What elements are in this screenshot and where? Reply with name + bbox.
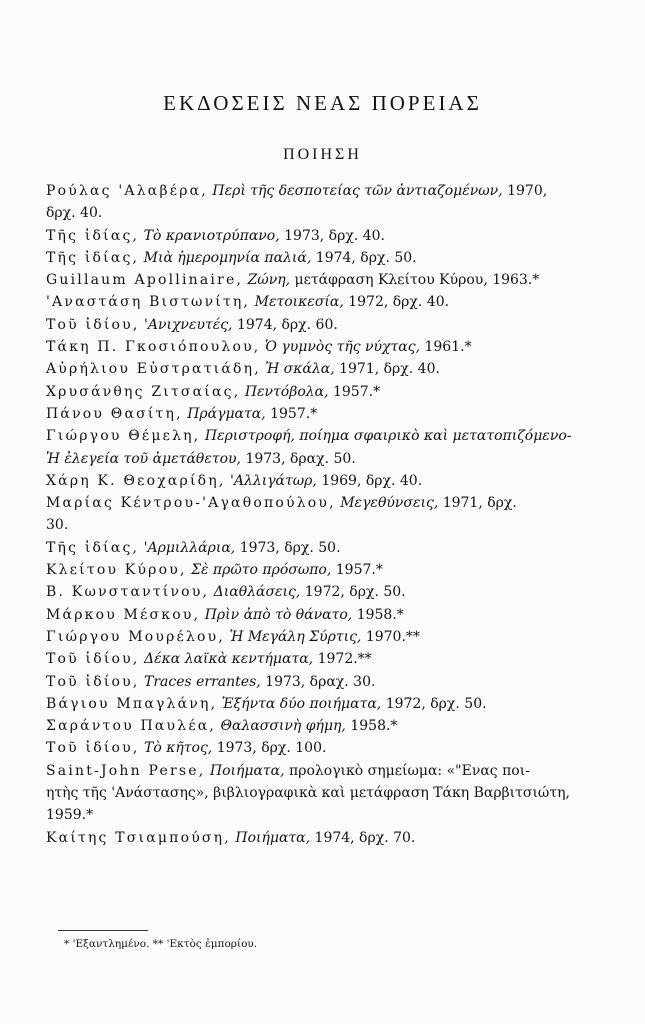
entry-work: Ποιήματα, xyxy=(209,762,285,779)
entry-rest: 30. xyxy=(46,517,69,534)
list-item xyxy=(46,648,620,670)
entry-rest: 1973, δρχ. 100. xyxy=(216,740,327,757)
list-item xyxy=(46,225,620,247)
entry-author: Ρούλας 'Αλαβέρα, xyxy=(46,183,208,199)
list-item xyxy=(46,336,620,358)
list-item xyxy=(46,514,620,536)
list-item xyxy=(46,537,620,559)
entry-author: Τοῦ ἰδίου, xyxy=(46,316,140,333)
entry-work: Σὲ πρῶτο πρόσωπο, xyxy=(191,562,332,579)
list-item xyxy=(46,291,620,313)
entry-rest: μετάφραση Κλείτου Κύρου, 1963.* xyxy=(294,272,540,289)
entry-rest: 1972, δρχ. 40. xyxy=(348,294,450,311)
section-title: ΠΟΙΗΣΗ xyxy=(283,146,362,163)
footnote-rule xyxy=(58,930,148,931)
page-title: ΕΚΔΟΣΕΙΣ ΝΕΑΣ ΠΟΡΕΙΑΣ xyxy=(163,91,482,115)
entry-work: Ὁ γυμνὸς τῆς νύχτας, xyxy=(264,339,421,356)
list-item xyxy=(46,202,620,224)
list-item xyxy=(46,671,620,693)
list-item xyxy=(46,804,620,826)
entry-author: Saint-John Perse, xyxy=(46,762,206,779)
entry-author: Μάρκου Μέσκου, xyxy=(46,606,201,623)
list-item xyxy=(46,314,620,336)
entry-work: 'Αρμιλλάρια, xyxy=(143,539,236,556)
entry-author: Μαρίας Κέντρου-'Αγαθοπούλου, xyxy=(46,495,336,512)
entry-rest: 1958.* xyxy=(350,718,398,735)
entry-work: Περὶ τῆς δεσποτείας τῶν ἀντιαζομένων, xyxy=(212,183,503,199)
list-item xyxy=(46,737,620,759)
poetry-list xyxy=(46,180,620,849)
entry-rest: προλογικὸ σημείωμα: «"Ενας ποι- xyxy=(289,762,530,779)
list-item xyxy=(46,403,620,425)
entry-author: Βάγιου Μπαγλάνη, xyxy=(46,695,218,712)
entry-rest: ητὴς τῆς 'Ανάστασης», βιβλιογραφικὰ καὶ μετάφραση Τάκη Βαρβιτσιώτη, xyxy=(46,785,570,802)
entry-rest: 1957.* xyxy=(332,383,381,400)
entry-rest: 1973, δρχ. 40. xyxy=(284,227,385,244)
entry-author: Guillaum Apollinaire, xyxy=(46,272,244,289)
entry-rest: 1957.* xyxy=(335,562,383,579)
entry-work: Πράγματα, xyxy=(187,405,266,422)
entry-work: Μετοικεσία, xyxy=(254,294,344,311)
entry-rest: 1974, δρχ. 50. xyxy=(315,249,417,266)
entry-work: Περιστροφή, ποίημα σφαιρικὸ καὶ μετατοπιζόμενο- xyxy=(204,428,572,445)
entry-rest: δρχ. 40. xyxy=(46,205,103,222)
footnote: * 'Εξαντλημένο. ** 'Εκτὸς ἐμπορίου. xyxy=(64,938,258,950)
list-item xyxy=(46,492,620,514)
list-item xyxy=(46,425,620,447)
entry-work: Πεντόβολα, xyxy=(244,383,329,400)
entry-work: Δέκα λαϊκὰ κεντήματα, xyxy=(143,651,314,668)
entry-author: Τῆς ἰδίας, xyxy=(46,249,140,266)
list-item xyxy=(46,470,620,492)
list-item xyxy=(46,604,620,626)
list-item xyxy=(46,782,620,804)
entry-author: Αὐρήλιου Εὐστρατιάδη, xyxy=(46,361,261,378)
list-item xyxy=(46,827,620,849)
entry-author: Κλείτου Κύρου, xyxy=(46,562,187,579)
entry-rest: 1974, δρχ. 70. xyxy=(314,829,416,846)
list-item xyxy=(46,180,620,202)
list-item xyxy=(46,715,620,737)
entry-author: Τοῦ ἰδίου, xyxy=(46,651,140,668)
entry-work: Τὸ κῆτος, xyxy=(143,740,213,757)
entry-author: Τῆς ἰδίας, xyxy=(46,227,140,244)
entry-rest: 1971, δρχ. 40. xyxy=(339,361,440,378)
entry-work: Θαλασσινὴ φήμη, xyxy=(220,718,346,735)
entry-work: Ἡ Μεγάλη Σύρτις, xyxy=(229,628,362,645)
entry-author: Γιώργου Θέμελη, xyxy=(46,428,201,445)
entry-author: Χάρη Κ. Θεοχαρίδη, xyxy=(46,472,226,489)
entry-author: Καίτης Τσιαμπούση, xyxy=(46,829,231,846)
entry-rest: 1972.** xyxy=(317,651,372,668)
entry-author: Β. Κωνσταντίνου, xyxy=(46,584,210,601)
entry-rest: 1972, δρχ. 50. xyxy=(304,584,406,601)
entry-rest: 1973, δραχ. 30. xyxy=(265,673,376,690)
entry-rest: 1974, δρχ. 60. xyxy=(236,316,338,333)
list-item xyxy=(46,693,620,715)
entry-author: Γιώργου Μουρέλου, xyxy=(46,628,226,645)
entry-work: Traces errantes, xyxy=(143,673,261,690)
entry-work: Ποιήματα, xyxy=(235,829,311,846)
entry-rest: 1973, δραχ. 50. xyxy=(245,450,356,467)
list-item xyxy=(46,581,620,603)
list-item xyxy=(46,247,620,269)
entry-work: Τὸ κρανιοτρύπανο, xyxy=(143,227,280,244)
entry-work: Ἡ ἐλεγεία τοῦ ἀμετάθετου, xyxy=(46,450,241,467)
entry-rest: 1972, δρχ. 50. xyxy=(385,695,487,712)
entry-rest: 1969, δρχ. 40. xyxy=(321,472,423,489)
entry-rest: 1958.* xyxy=(356,606,404,623)
list-item xyxy=(46,358,620,380)
list-item xyxy=(46,381,620,403)
entry-rest: 1961.* xyxy=(424,339,472,356)
entry-work: Μεγεθύνσεις, xyxy=(340,495,439,512)
entry-author: Σαράντου Παυλέα, xyxy=(46,718,217,735)
entry-work: Διαθλάσεις, xyxy=(213,584,301,601)
entry-work: Ἡ σκάλα, xyxy=(265,361,335,378)
entry-work: Ζώνη, xyxy=(247,272,291,289)
list-item xyxy=(46,559,620,581)
entry-work: Ἑξήντα δύο ποιήματα, xyxy=(221,695,382,712)
list-item xyxy=(46,269,620,291)
entry-work: 'Ανιχνευτές, xyxy=(143,316,233,333)
list-item xyxy=(46,760,620,782)
entry-author: Τῆς ἰδίας, xyxy=(46,539,140,556)
list-item xyxy=(46,626,620,648)
list-item xyxy=(46,448,620,470)
entry-rest: 1973, δρχ. 50. xyxy=(239,539,341,556)
entry-work: Μιὰ ἡμερομηνία παλιά, xyxy=(143,249,312,266)
entry-rest: 1959.* xyxy=(46,807,94,824)
entry-work: 'Αλλιγάτωρ, xyxy=(230,472,317,489)
entry-author: Τοῦ ἰδίου, xyxy=(46,740,140,757)
entry-author: Χρυσάνθης Ζιτσαίας, xyxy=(46,383,241,400)
entry-author: Τοῦ ἰδίου, xyxy=(46,673,140,690)
entry-rest: 1957.* xyxy=(270,405,318,422)
entry-work: Πρὶν ἀπὸ τὸ θάνατο, xyxy=(204,606,353,623)
entry-rest: 1971, δρχ. xyxy=(442,495,517,512)
entry-rest: 1970, xyxy=(507,183,548,199)
entry-rest: 1970.** xyxy=(365,628,420,645)
entry-author: Πάνου Θασίτη, xyxy=(46,405,183,422)
entry-author: Τάκη Π. Γκοσιόπουλου, xyxy=(46,339,261,356)
entry-author: 'Αναστάση Βιστωνίτη, xyxy=(46,294,251,311)
